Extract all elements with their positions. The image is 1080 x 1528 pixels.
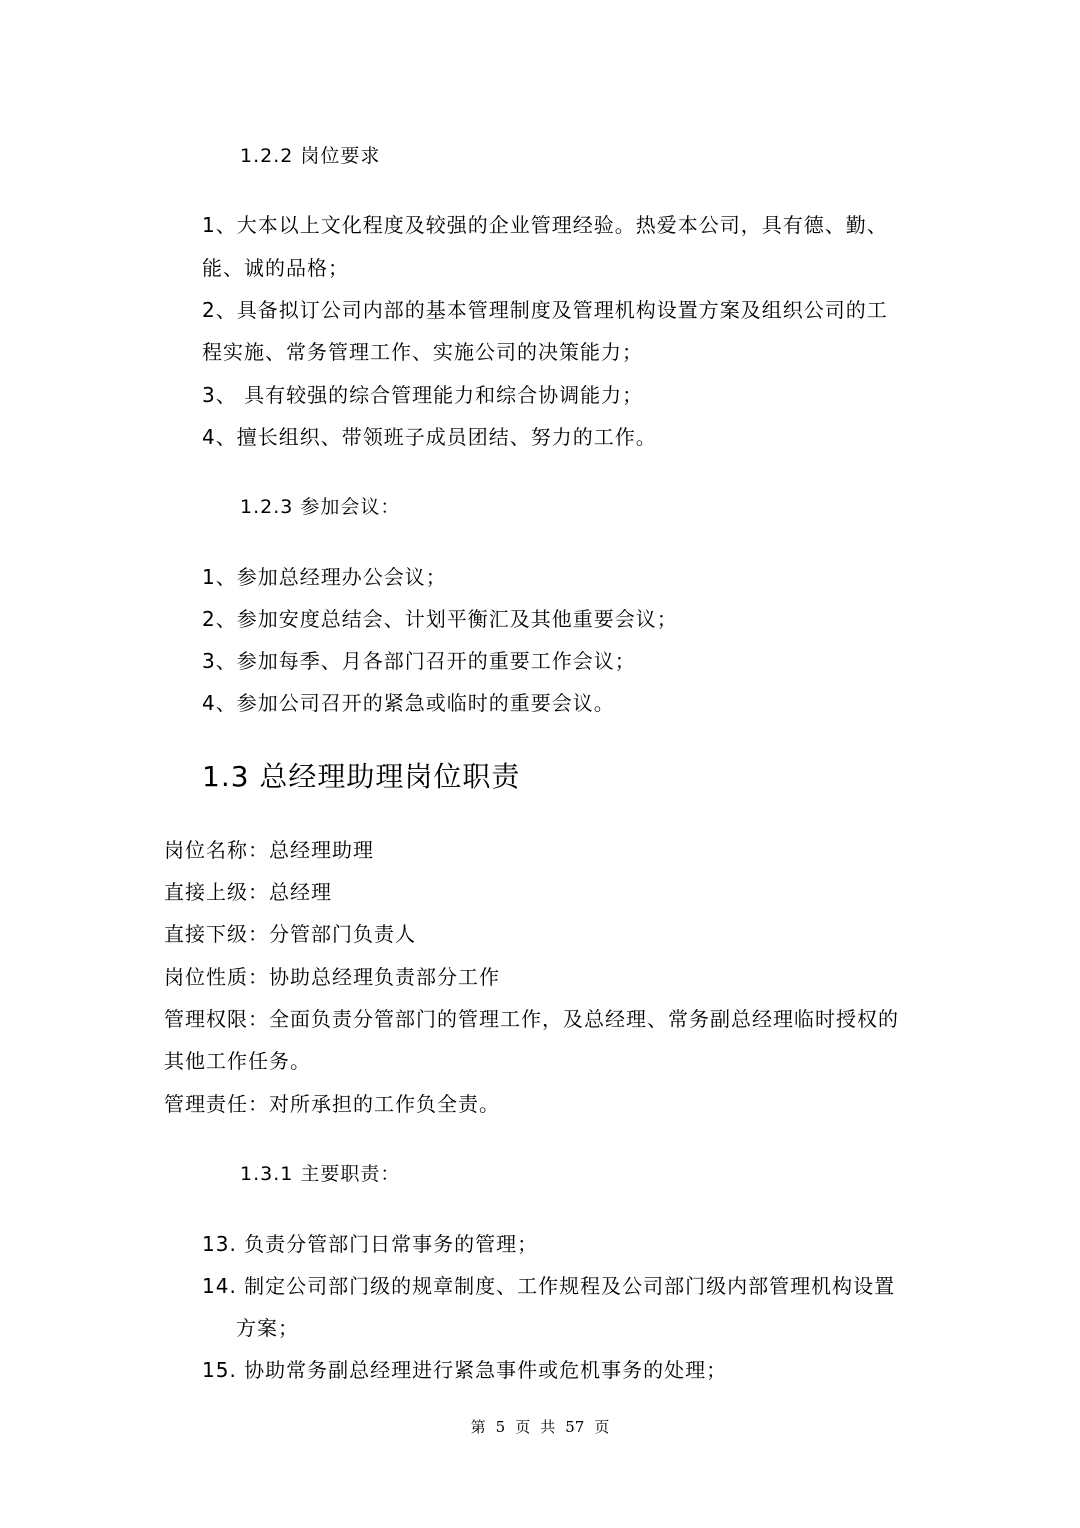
section-13-heading: 1.3 总经理助理岗位职责 [202,760,521,793]
section-123-title: 1.2.3 参加会议： [240,496,401,518]
list-item: 1、参加总经理办公会议； [202,565,447,589]
field-line: 直接上级：总经理 [164,880,332,904]
field-line: 岗位性质：协助总经理负责部分工作 [164,965,500,989]
page-number: 5 [495,1418,506,1436]
list-item: 1、大本以上文化程度及较强的企业管理经验。热爱本公司，具有德、勤、 [202,213,888,237]
list-item: 3、参加每季、月各部门召开的重要工作会议； [202,649,636,673]
section-122-title: 1.2.2 岗位要求 [240,145,381,167]
list-item: 4、擅长组织、带领班子成员团结、努力的工作。 [202,425,657,449]
field-line: 岗位名称：总经理助理 [164,838,374,862]
field-line: 管理责任：对所承担的工作负全责。 [164,1092,500,1116]
page-footer [0,1417,1080,1437]
list-item: 3、 具有较强的综合管理能力和综合协调能力； [202,383,644,407]
total-pages: 57 [565,1418,585,1436]
page-label: 页 [594,1418,610,1436]
list-item: 方案； [236,1316,299,1340]
list-item: 能、诚的品格； [202,256,349,280]
page-label: 页 [515,1418,531,1436]
list-item: 4、参加公司召开的紧急或临时的重要会议。 [202,691,615,715]
field-line: 直接下级：分管部门负责人 [164,922,416,946]
page-label: 共 [540,1418,556,1436]
list-item: 14. 制定公司部门级的规章制度、工作规程及公司部门级内部管理机构设置 [202,1274,896,1298]
field-line: 其他工作任务。 [164,1049,311,1073]
list-item: 2、参加安度总结会、计划平衡汇及其他重要会议； [202,607,678,631]
list-item: 15. 协助常务副总经理进行紧急事件或危机事务的处理； [202,1358,728,1382]
section-131-title: 1.3.1 主要职责： [240,1163,401,1185]
list-item: 程实施、常务管理工作、实施公司的决策能力； [202,340,643,364]
page-label: 第 [470,1418,486,1436]
list-item: 13. 负责分管部门日常事务的管理； [202,1232,539,1256]
list-item: 2、具备拟订公司内部的基本管理制度及管理机构设置方案及组织公司的工 [202,298,888,322]
field-line: 管理权限：全面负责分管部门的管理工作，及总经理、常务副总经理临时授权的 [164,1007,899,1031]
